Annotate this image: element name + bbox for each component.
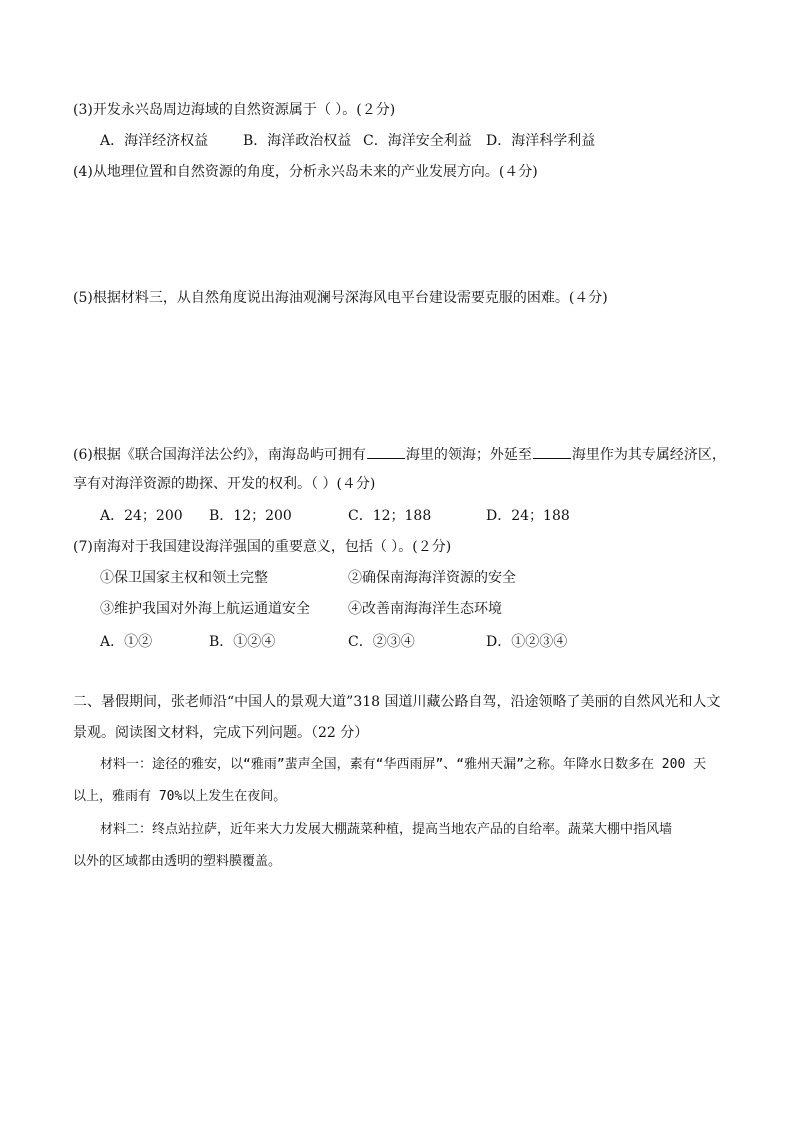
q7-item-3: ③维护我国对外海上航运通道安全 xyxy=(100,601,310,617)
section2-intro-line2: 景观。阅读图文材料，完成下列问题。（22 分） xyxy=(73,725,369,741)
material1-line2: 以上，雅雨有 70%以上发生在夜间。 xyxy=(73,789,287,804)
q7-option-c: C．②③④ xyxy=(348,634,415,650)
q3-option-a: A．海洋经济权益 xyxy=(100,133,209,149)
q3-option-b: B．海洋政治权益 xyxy=(243,133,352,149)
q7-item-2: ②确保南海海洋资源的安全 xyxy=(348,570,516,586)
material2-line1: 材料二：终点站拉萨，近年来大力发展大棚蔬菜种植，提高当地农产品的自给率。蔬菜大棚中指风墙 xyxy=(100,822,673,837)
q6-stem-line2: 享有对海洋资源的勘探、开发的权利。（ ）(４分) xyxy=(73,476,376,492)
q7-item-4: ④改善南海海洋生态环境 xyxy=(348,601,502,617)
q3-option-d: D．海洋科学利益 xyxy=(486,133,596,149)
q6-stem-part1: (6)根据《联合国海洋法公约》，南海岛屿可拥有 xyxy=(73,447,366,463)
q6-stem-part2: 海里的领海；外延至 xyxy=(405,447,532,463)
q4-stem: (4)从地理位置和自然资源的角度，分析永兴岛未来的产业发展方向。(４分) xyxy=(73,164,538,180)
q6-option-c: C．12；188 xyxy=(348,508,432,524)
q5-stem: (5)根据材料三，从自然角度说出海油观澜号深海风电平台建设需要克服的困难。(４分) xyxy=(73,290,608,306)
q7-stem: (7)南海对于我国建设海洋强国的重要意义，包括（ ）。(２分) xyxy=(73,539,452,555)
q6-option-d: D．24；188 xyxy=(486,508,570,524)
q6-stem-line1 xyxy=(73,443,726,465)
q7-option-b: B．①②④ xyxy=(209,634,276,650)
material2-line2: 以外的区域都由透明的塑料膜覆盖。 xyxy=(73,854,282,869)
q3-stem: (3)开发永兴岛周边海域的自然资源属于（ ）。(２分) xyxy=(73,102,396,118)
section2-intro-line1: 二、暑假期间，张老师沿“中国人的景观大道”318 国道川藏公路自驾，沿途领略了美丽的自然风光和人文 xyxy=(73,694,721,710)
q7-item-1: ①保卫国家主权和领土完整 xyxy=(100,570,268,586)
q3-option-c: C．海洋安全利益 xyxy=(363,133,472,149)
q7-option-d: D．①②③④ xyxy=(486,634,568,650)
q6-blank-2[interactable] xyxy=(533,443,571,459)
q6-blank-1[interactable] xyxy=(367,443,405,459)
q7-option-a: A．①② xyxy=(100,634,153,650)
q6-option-a: A．24；200 xyxy=(100,508,183,524)
q6-stem-part3: 海里作为其专属经济区， xyxy=(571,447,726,463)
q6-option-b: B．12；200 xyxy=(209,508,292,524)
material1-line1: 材料一：途径的雅安，以“雅雨”蜚声全国，素有“华西雨屏”、“雅州天漏”之称。年降水日数多在 200 天 xyxy=(100,757,707,772)
